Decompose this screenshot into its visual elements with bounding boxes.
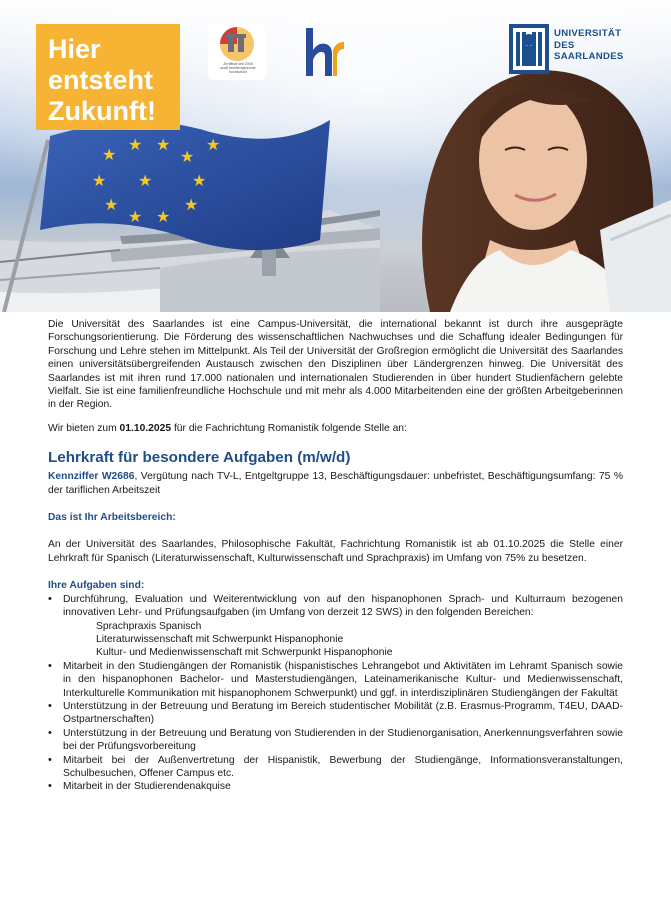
task-item: • Mitarbeit bei der Außenvertretung der Hispanistik, Bewerbung der Studiengänge, Informationsveranstaltungen, Schulbesuchen, Offener Campus etc. xyxy=(48,754,623,781)
task-subitem: Kultur- und Medienwissenschaft mit Schwerpunkt Hispanophonie xyxy=(96,647,393,659)
position-title: Lehrkraft für besondere Aufgaben (m/w/d) xyxy=(48,449,351,467)
hr-excellence-logo xyxy=(304,28,346,78)
task-item: • Mitarbeit in den Studiengängen der Romanistik (hispanistisches Lehrangebot und Aktivitäten im Lehramt Spanisch sowie in den hispanophonen Bachelor- und Masterstudiengängen, Lateinamerikanische Kultur- und Medienwissenschaft, Interkulturelle Kommunikation mit hispanophonem Schwerpunkt) und ggf. in interdisziplinären Studiengängen der Fakultät xyxy=(48,660,623,700)
offer-text: Wir bieten zum xyxy=(48,422,120,434)
university-name-line: UNIVERSITÄT xyxy=(554,28,622,39)
task-text: Durchführung, Evaluation und Weiterentwicklung von auf den hispanophonen Sprach- und Kulturraum bezogenen innovativen Lehr- und Prüfungsaufgaben (im Umfang von derzeit 12 SWS) in den folgenden Bereichen: xyxy=(63,593,623,619)
start-date: 01.10.2025 xyxy=(119,422,172,434)
svg-text:★: ★ xyxy=(128,135,143,154)
university-logo xyxy=(508,22,648,78)
svg-text:★: ★ xyxy=(92,171,107,190)
badge-text-line: hochschule xyxy=(228,70,248,75)
task-subitem: Sprachpraxis Spanisch xyxy=(96,620,202,632)
university-name-line: DES xyxy=(554,39,575,51)
offer-sentence xyxy=(48,422,623,435)
tasks-heading: Ihre Aufgaben sind: xyxy=(48,580,145,592)
badge-text-line: audit familiengerechte xyxy=(220,66,256,71)
work-area-heading: Das ist Ihr Arbeitsbereich: xyxy=(48,512,176,524)
work-area-text: An der Universität des Saarlandes, Philosophische Fakultät, Fachrichtung Romanistik ist ab 01.10.2025 die Stelle einer Lehrkraft für Spanisch (Literaturwissenschaft, Kulturwissenschaft und Sprachpraxis) im Umfang von 75% zu besetzen. xyxy=(48,539,623,564)
svg-text:★: ★ xyxy=(156,135,171,154)
offer-text: für die Fachrichtung Romanistik folgende Stelle an: xyxy=(171,422,407,434)
svg-text:★: ★ xyxy=(102,145,117,164)
svg-text:★: ★ xyxy=(184,195,199,214)
task-item xyxy=(48,593,623,660)
tagline-line: Hier xyxy=(48,34,101,64)
tagline-box xyxy=(36,24,180,130)
intro-paragraph: Die Universität des Saarlandes ist eine Campus-Universität, die international bekannt ist durch ihre ausgeprägte Forschungsorientierung. Die Förderung des wissenschaftlichen Nachwuchses und die Schaffung idealer Bedingungen für Forschung und Lehre stehen im Mittelpunkt. Als Teil der Universität der Großregion ermöglicht die Universität des Saarlandes einen universitätsübergreifenden Austausch zwischen den Disziplinen über Ländergrenzen hinweg. Die Universität des Saarlandes ist mit ihren rund 17.000 nationalen und internationalen Studierenden in über hundert Studienfächern gelebte Vielfalt. Sie ist eine familienfreundliche Hochschule und mit mehr als 4.000 Mitarbeitenden eine der größten Arbeitgeberinnen in der Region. xyxy=(48,319,623,411)
job-posting xyxy=(48,318,623,794)
svg-text:★: ★ xyxy=(138,171,153,190)
tasks-list xyxy=(48,593,623,794)
university-name-line: SAARLANDES xyxy=(554,51,624,62)
tagline-line: entsteht xyxy=(48,65,154,95)
svg-text:★: ★ xyxy=(104,195,119,214)
svg-text:★: ★ xyxy=(156,207,171,226)
badge-text-line: Zertifikat seit 2006 xyxy=(223,62,253,66)
svg-text:★: ★ xyxy=(128,207,143,226)
svg-text:★: ★ xyxy=(206,135,221,154)
task-item: • Mitarbeit in der Studierendenakquise xyxy=(48,780,623,793)
university-seal-icon xyxy=(508,22,550,78)
reference-code: Kennziffer W2686 xyxy=(48,471,135,483)
tagline-line: Zukunft! xyxy=(48,96,156,126)
task-item: • Unterstützung in der Betreuung und Beratung im Bereich studentischer Mobilität (z.B. Erasmus-Programm, T4EU, DAAD-Ostpartnerschaften) xyxy=(48,700,623,727)
svg-text:★: ★ xyxy=(192,171,207,190)
svg-text:★: ★ xyxy=(180,147,195,166)
task-item: • Unterstützung in der Betreuung und Beratung von Studierenden in der Studienorganisation, Anerkennungsverfahren sowie bei der Prüfungsvorbereitung xyxy=(48,727,623,754)
position-reference xyxy=(48,470,623,497)
reference-details: , Vergütung nach TV-L, Entgeltgruppe 13, Beschäftigungsdauer: unbefristet, Beschäftigungsumfang: 75 % der tariflichen Arbeitszeit xyxy=(48,471,623,496)
hero-banner xyxy=(0,0,671,312)
task-subitem: Literaturwissenschaft mit Schwerpunkt Hispanophonie xyxy=(96,633,344,645)
